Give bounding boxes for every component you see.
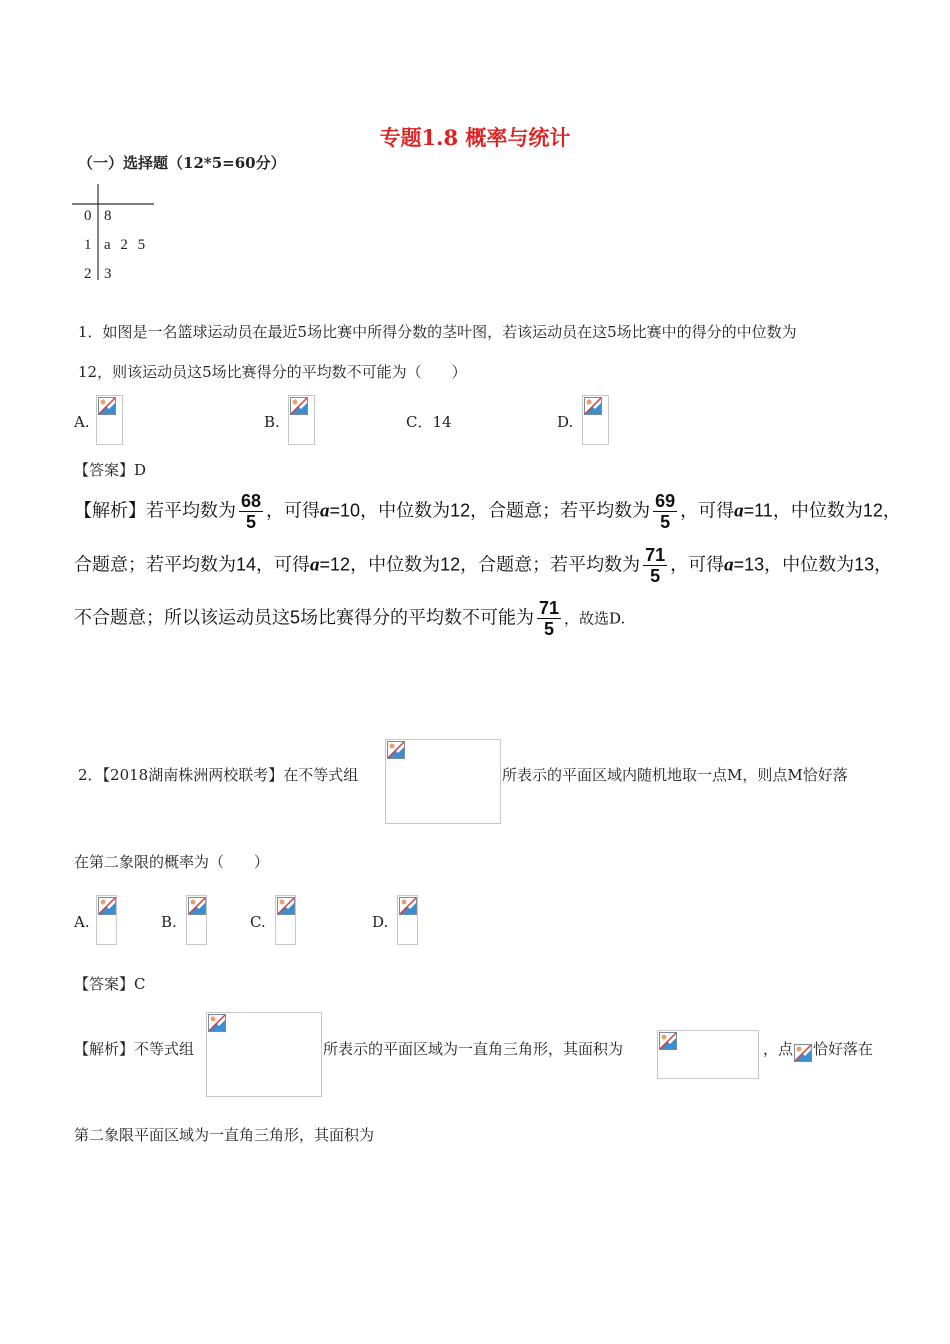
q1-answer: 【答案】D [74,461,147,479]
q2-analysis-l1a: 【解析】不等式组 [74,1040,195,1058]
q2-point-image [793,1043,813,1063]
q1-option-d-image [582,395,609,445]
q2-option-b-label: B. [161,913,177,931]
q2-answer: 【答案】C [74,975,146,993]
q1-stem-line1: 1．如图是一名篮球运动员在最近5场比赛中所得分数的茎叶图，若该运动员在这5场比赛中的得分的中位数为 [78,323,797,341]
q1-option-d-label: D. [557,413,574,431]
fraction-71-5-final: $\frac{71}{5}$ [539,598,560,639]
q2-stem-line2: 在第二象限的概率为（ ） [74,853,270,871]
leaves-2: 3 [104,266,112,282]
q1-analysis-line3: 不合题意；所以该运动员这5场比赛得分的平均数不可能为 $\frac{71}{5}$ ，故选D. [74,598,626,639]
stem-1: 1 [84,237,92,253]
broken-image-icon [208,1014,226,1032]
q2-analysis-l1b: 所表示的平面区域为一直角三角形，其面积为 [323,1040,624,1058]
q1-option-a-image [96,395,123,445]
q2-area-image [657,1030,759,1079]
q2-analysis-l1c: ，点 [763,1040,794,1058]
q1-analysis-text: 【解析】若平均数为 [74,500,236,521]
q1-analysis-line2: 合题意；若平均数为14，可得a=12，中位数为12，合题意；若平均数为 $\frac{71}{5}$ ，可得a=13，中位数为13， [74,545,893,586]
broken-image-icon [188,897,206,915]
broken-image-icon [98,897,116,915]
fraction-69-5: $\frac{69}{5}$ [655,491,676,532]
q2-option-a-label: A. [74,913,90,931]
broken-image-icon [584,397,602,415]
q1-option-b-label: B. [264,413,280,431]
section-heading: （一）选择题（12*5=60分） [78,154,286,172]
q1-option-a-label: A. [74,413,90,431]
broken-image-icon [659,1032,677,1050]
stem-2: 2 [84,266,92,282]
q2-option-c-label: C. [250,913,266,931]
fraction-68-5: $\frac{68}{5}$ [241,491,262,532]
stem-0: 0 [84,208,92,224]
broken-image-icon [98,397,116,415]
broken-image-icon [277,897,295,915]
q2-option-d-image [397,895,418,945]
q1-option-c-label: C．14 [406,413,452,431]
q2-option-d-label: D. [372,913,389,931]
q1-option-b-image [288,395,315,445]
q1-stem-line2: 12，则该运动员这5场比赛得分的平均数不可能为（ ） [78,363,467,381]
q2-analysis-inequality-image [206,1012,322,1097]
q2-stem-line1b: 所表示的平面区域内随机地取一点M，则点M恰好落 [502,766,848,784]
leaves-0: 8 [104,208,112,224]
q2-option-b-image [186,895,207,945]
q2-analysis-l1d: 恰好落在 [813,1040,874,1058]
broken-image-icon [399,897,417,915]
q2-analysis-l2: 第二象限平面区域为一直角三角形，其面积为 [74,1126,375,1144]
q2-option-c-image [275,895,296,945]
broken-image-icon [387,741,405,759]
broken-image-icon [290,397,308,415]
q1-analysis-line1: 【解析】若平均数为 $\frac{68}{5}$ ，可得a=10，中位数为12，合题意；若平均数为 $\frac{69}{5}$ ，可得a=11，中位数为12， [74,491,901,532]
leaves-1: a 2 5 [104,237,146,253]
fraction-71-5: $\frac{71}{5}$ [645,545,666,586]
broken-image-icon [794,1044,812,1062]
q2-stem-line1a: 2．【2018湖南株洲两校联考】在不等式组 [78,766,359,784]
q2-option-a-image [96,895,117,945]
page-title: 专题1.8 概率与统计 [379,125,571,150]
q2-inequality-image [385,739,501,824]
